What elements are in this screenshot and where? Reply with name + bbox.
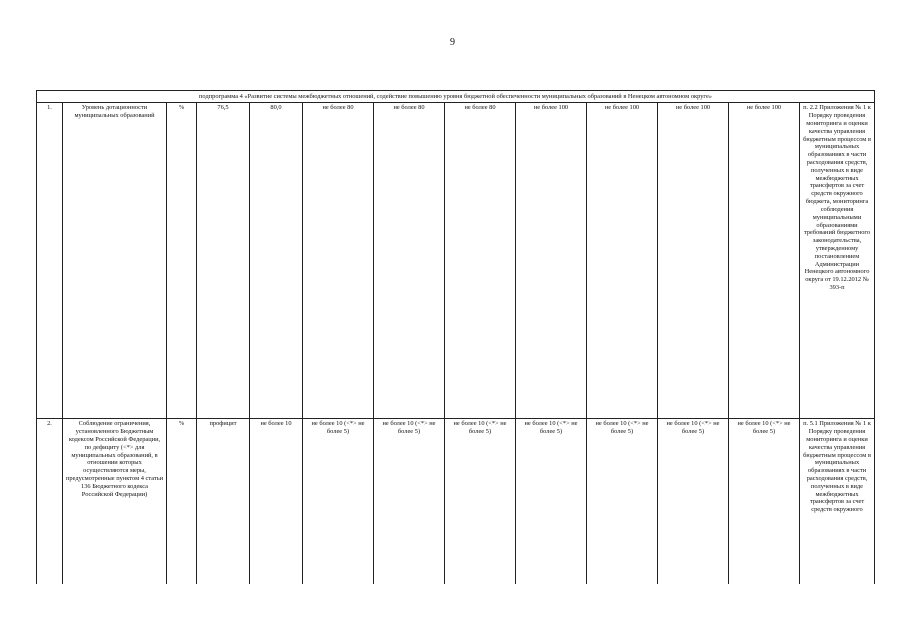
value-cell: не более 80 xyxy=(374,102,445,418)
table-row xyxy=(37,102,875,418)
indicators-table xyxy=(36,90,875,584)
value-cell: не более 100 xyxy=(658,102,729,418)
page-number: 9 xyxy=(450,37,455,48)
value-cell: не более 10 (<*> не более 5) xyxy=(658,418,729,584)
source-cell: п. 2.2 Приложения № 1 к Порядку проведения мониторинга и оценки качества управления бюджетным процессом в муниципальных образованиях в части расходования средств, полученных в виде межбюджетных трансфертов за счет средств окружного бюджета, мониторинга соблюдения муниципальными образованиями требований бюджетного законодательства, утвержденному постановлением Администрации Ненецкого автономного округа от 19.12.2012 № 393-п xyxy=(800,102,875,418)
table-row xyxy=(37,418,875,584)
row-number: 1. xyxy=(37,102,63,418)
subprogram-header-row xyxy=(37,91,875,103)
value-cell: не более 10 (<*> не более 5) xyxy=(445,418,516,584)
unit-cell: % xyxy=(167,102,197,418)
value-cell: не более 10 (<*> не более 5) xyxy=(303,418,374,584)
value-cell: не более 10 xyxy=(250,418,303,584)
subprogram-title: подпрограмма 4 «Развитие системы межбюджетных отношений, содействие повышению уровня бюджетной обеспеченности муниципальных образований в Ненецком автономном округе» xyxy=(37,91,875,103)
source-cell: п. 5.1 Приложения № 1 к Порядку проведения мониторинга и оценки качества управления бюджетным процессом в муниципальных образованиях в части расходования средств, полученных в виде межбюджетных трансфертов за счет средств окружного xyxy=(800,418,875,584)
value-cell: не более 100 xyxy=(729,102,800,418)
value-cell: не более 80 xyxy=(445,102,516,418)
value-cell: не более 10 (<*> не более 5) xyxy=(729,418,800,584)
value-cell: не более 10 (<*> не более 5) xyxy=(374,418,445,584)
value-cell: 76,5 xyxy=(197,102,250,418)
row-number: 2. xyxy=(37,418,63,584)
value-cell: 80,0 xyxy=(250,102,303,418)
value-cell: не более 80 xyxy=(303,102,374,418)
value-cell: профицит xyxy=(197,418,250,584)
value-cell: не более 100 xyxy=(516,102,587,418)
indicator-name: Уровень дотационности муниципальных образований xyxy=(63,102,167,418)
value-cell: не более 100 xyxy=(587,102,658,418)
value-cell: не более 10 (<*> не более 5) xyxy=(587,418,658,584)
unit-cell: % xyxy=(167,418,197,584)
value-cell: не более 10 (<*> не более 5) xyxy=(516,418,587,584)
indicator-name: Соблюдение ограничения, установленного Бюджетным кодексом Российской Федерации, по дефициту (<*> для муниципальных образований, в отношении которых осуществляются меры, предусмотренные пунктом 4 статьи 136 Бюджетного кодекса Российской Федерации) xyxy=(63,418,167,584)
